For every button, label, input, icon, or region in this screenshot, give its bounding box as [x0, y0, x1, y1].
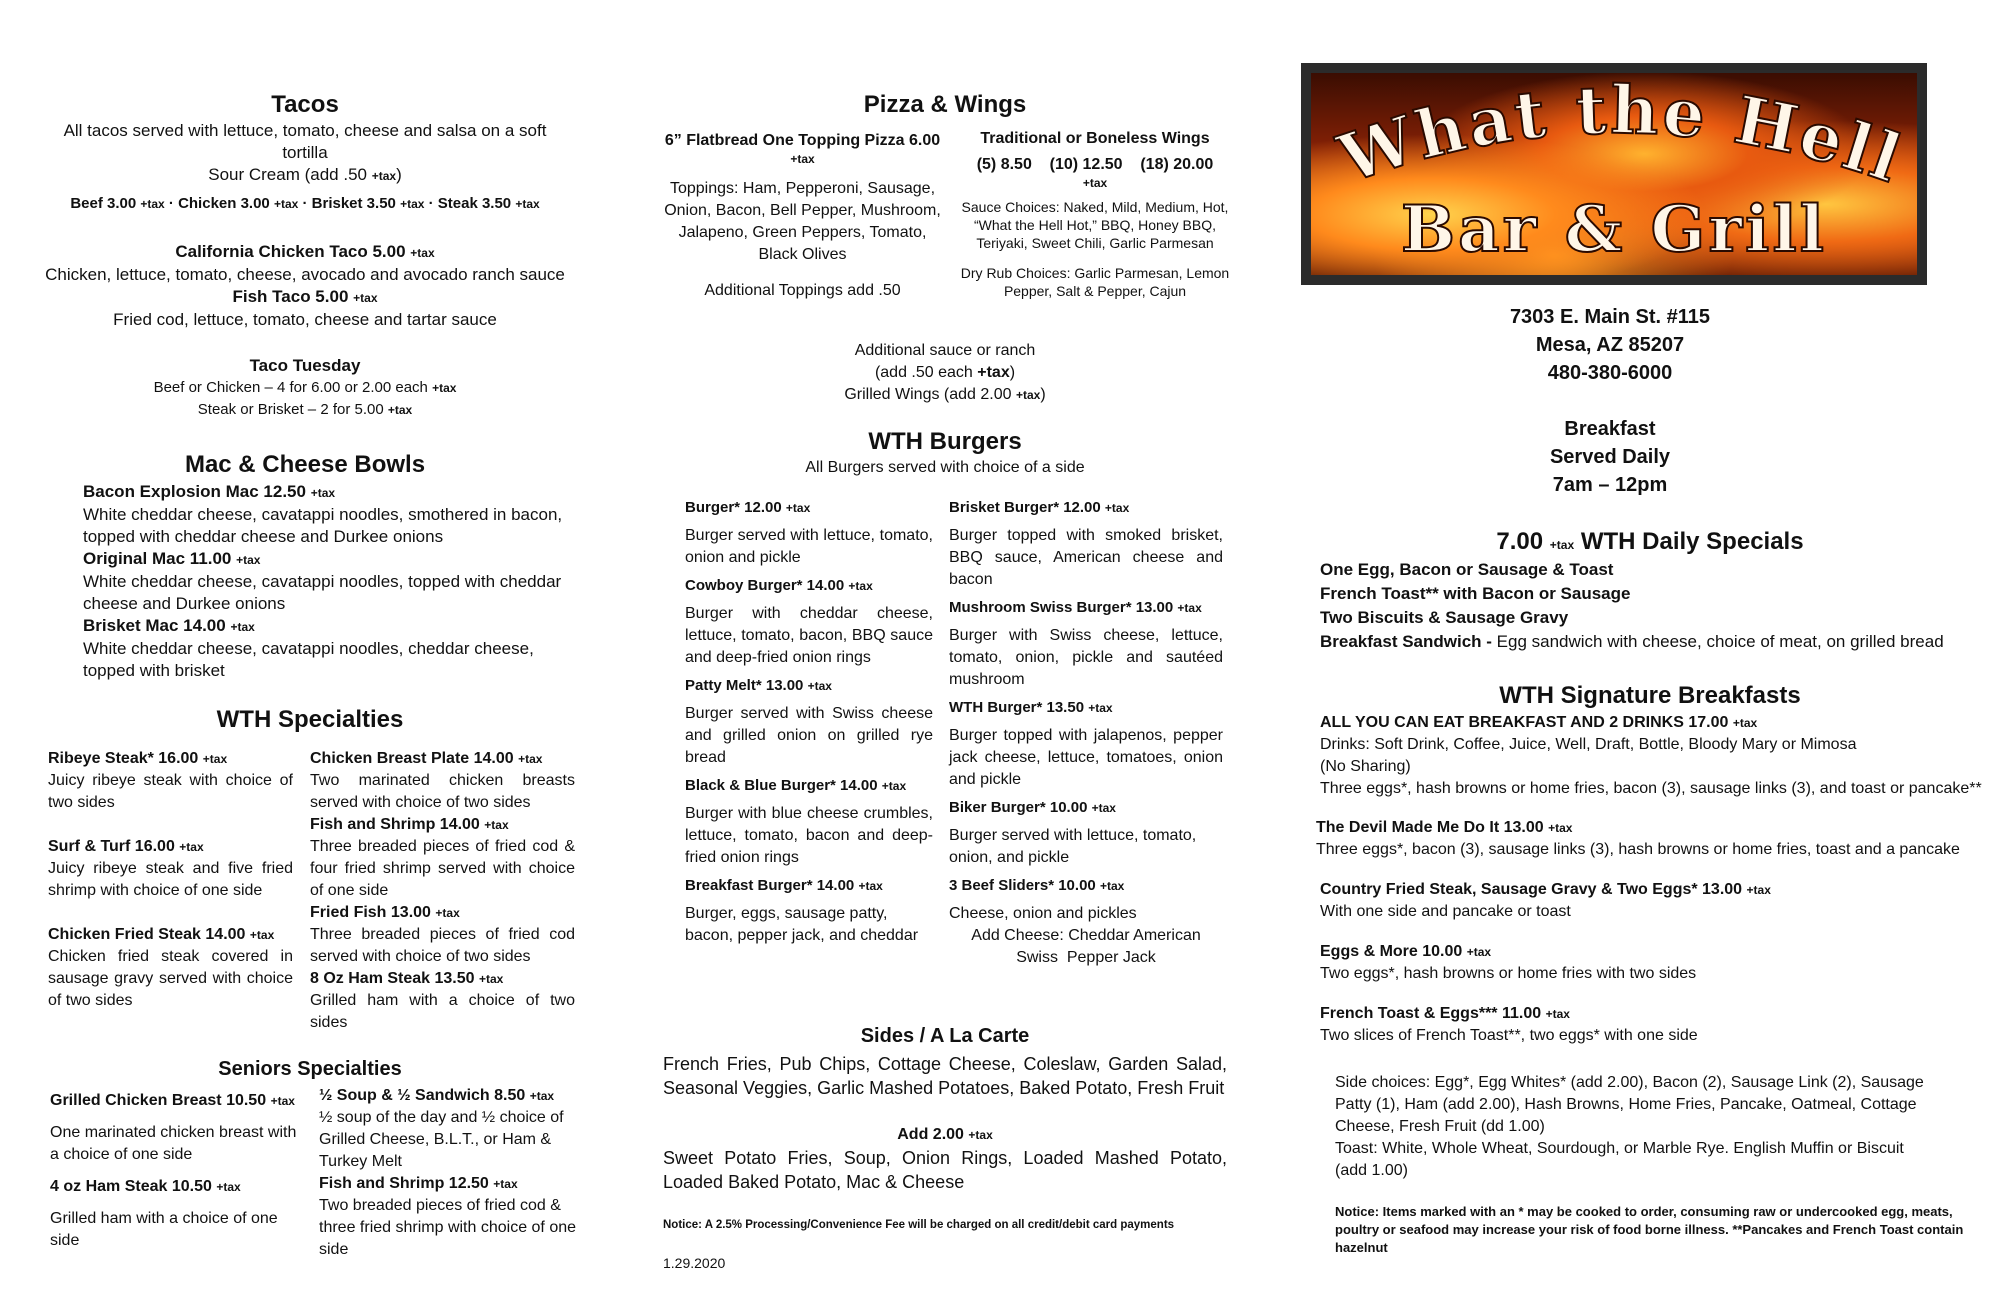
specialty-item: Chicken Fried Steak 14.00 +tax Chicken fried steak covered in sausage gravy served with choice of two sides	[48, 926, 293, 1009]
breakfast-hours: Breakfast Served Daily 7am – 12pm	[1549, 418, 1671, 496]
phone: 480-380-6000	[1547, 362, 1673, 384]
left-column	[40, 0, 620, 1294]
tacos-title: Tacos	[271, 91, 339, 118]
burger-item: Biker Burger* 10.00 +tax Burger served with lettuce, tomato, onion, and pickle	[949, 799, 1197, 866]
specialties-right	[310, 748, 575, 1034]
taco-prices: Beef 3.00 +tax · Chicken 3.00 +tax · Brisket 3.50 +tax · Steak 3.50 +tax	[70, 195, 540, 212]
signature-item: French Toast & Eggs*** 11.00 +tax Two slices of French Toast**, two eggs* with one side	[1320, 1005, 1698, 1044]
mac-item: Original Mac 11.00 +tax White cheddar cheese, cavatappi noodles, topped with cheddar cheese and Durkee onions	[83, 549, 562, 613]
daily-item: Two Biscuits & Sausage Gravy	[1320, 608, 1569, 627]
burger-item: 3 Beef Sliders* 10.00 +tax Cheese, onion and pickles Add Cheese: Cheddar American Swiss Pepper Jack	[949, 877, 1201, 966]
specialty-item: Surf & Turf 16.00 +tax Juicy ribeye steak and five fried shrimp with choice of one side	[48, 838, 293, 899]
burger-item: Brisket Burger* 12.00 +tax Burger topped with smoked brisket, BBQ sauce, American cheese and bacon	[949, 499, 1223, 588]
senior-item: Fish and Shrimp 12.50 +tax Two breaded pieces of fried cod & three fried shrimp with choice of one side	[319, 1175, 577, 1258]
pizza-title: Pizza & Wings	[863, 91, 1027, 118]
senior-item: 4 oz Ham Steak 10.50 +tax Grilled ham with a choice of one side	[50, 1178, 278, 1249]
menu-date: 1.29.2020	[663, 1255, 726, 1271]
signature-item: The Devil Made Me Do It 13.00 +tax Three eggs*, bacon (3), sausage links (3), hash browns or home fries, toast and a pancake	[1316, 819, 1960, 858]
side-choices: Side choices: Egg*, Egg Whites* (add 2.00), Bacon (2), Sausage Link (2), Sausage Patty (1), Ham (add 2.00), Hash Browns, Home Fries, Pancake, Oatmeal, Cottage Cheese, Fresh Fruit (dd 1.00) Toast: White, Whole Wheat, Sourdough, or Marble Rye. English Muffin or Biscuit (add 1.00)	[1335, 1074, 1924, 1179]
daily-item: One Egg, Bacon or Sausage & Toast	[1320, 560, 1614, 579]
burgers-right	[949, 497, 1223, 969]
burger-item: Breakfast Burger* 14.00 +tax Burger, eggs, sausage patty, bacon, pepper jack, and cheddar	[685, 877, 919, 944]
ayce: ALL YOU CAN EAT BREAKFAST AND 2 DRINKS 17.00 +tax Drinks: Soft Drink, Coffee, Juice, Well, Draft, Bottle, Bloody Mary or Mimosa (No Sharing) Three eggs*, hash browns or home fries, bacon (3), sausage links (3), and toast or pancake**	[1320, 714, 1982, 797]
daily-specials-list	[1320, 558, 2000, 654]
tacos-intro: All tacos served with lettuce, tomato, cheese and salsa on a soft tortilla Sour Cream (add .50 +tax)	[63, 121, 547, 184]
sides-list: French Fries, Pub Chips, Cottage Cheese, Coleslaw, Garden Salad, Seasonal Veggies, Garlic Mashed Potatoes, Baked Potato, Fresh Fruit	[663, 1054, 1227, 1098]
sides-add-title: Add 2.00 +tax	[897, 1126, 993, 1143]
burger-item: Patty Melt* 13.00 +tax Burger served with Swiss cheese and grilled onion on grilled rye bread	[685, 677, 933, 766]
address-line-1: 7303 E. Main St. #115	[1509, 306, 1711, 328]
seniors-title: Seniors Specialties	[218, 1058, 402, 1080]
specialty-item: Fried Fish 13.00 +tax Three breaded pieces of fried cod served with choice of two sides	[310, 904, 575, 965]
signature-item: Eggs & More 10.00 +tax Two eggs*, hash browns or home fries with two sides	[1320, 943, 1697, 982]
address-line-2: Mesa, AZ 85207	[1535, 334, 1685, 356]
daily-item: Breakfast Sandwich - Egg sandwich with cheese, choice of meat, on grilled bread	[1320, 632, 1944, 651]
sides-title: Sides / A La Carte	[860, 1025, 1030, 1047]
specialty-item: Fish and Shrimp 14.00 +tax Three breaded pieces of fried cod & four fried shrimp served with choice of one side	[310, 816, 575, 899]
mac-item: Bacon Explosion Mac 12.50 +tax White cheddar cheese, cavatappi noodles, smothered in bacon, topped with cheddar cheese and Durkee onions	[83, 482, 563, 546]
flatbread: 6” Flatbread One Topping Pizza 6.00 +tax Toppings: Ham, Pepperoni, Sausage, Onion, Bacon, Bell Pepper, Mushroom, Jalapeno, Green Peppers, Tomato, Black Olives Additional Toppings add .50	[664, 132, 941, 299]
burgers-title: WTH Burgers	[868, 428, 1022, 455]
signature-list	[1316, 817, 2000, 1047]
additional-sauce: Additional sauce or ranch (add .50 each +tax) Grilled Wings (add 2.00 +tax)	[844, 342, 1046, 403]
food-notice: Notice: Items marked with an * may be cooked to order, consuming raw or undercooked egg, meats, poultry or seafood may increase your risk of food borne illness. **Pancakes and French Toast contain hazelnut	[1335, 1204, 1964, 1255]
specialty-item: 8 Oz Ham Steak 13.50 +tax Grilled ham with a choice of two sides	[310, 970, 575, 1031]
daily-specials-title: 7.00 +tax WTH Daily Specials	[1496, 528, 1804, 555]
mac-title: Mac & Cheese Bowls	[184, 451, 426, 478]
logo-line2: Bar & Grill	[1401, 192, 1827, 267]
wings: Traditional or Boneless Wings (5) 8.50 (10) 12.50 (18) 20.00 +tax Sauce Choices: Naked, Mild, Medium, Hot, “What the Hell Hot,” BBQ, Honey BBQ, Teriyaki, Sweet Chili, Garlic Parmesan Dry Rub Choices: Garlic Parmesan, Lemon Pepper, Salt & Pepper, Cajun	[960, 130, 1230, 299]
middle-column	[660, 0, 1240, 1294]
signature-item: Country Fried Steak, Sausage Gravy & Two Eggs* 13.00 +tax With one side and pancake or toast	[1320, 881, 1771, 920]
burgers-subtitle: All Burgers served with choice of a side	[805, 459, 1085, 476]
specialties-title: WTH Specialties	[216, 706, 404, 733]
sides-add-list: Sweet Potato Fries, Soup, Onion Rings, Loaded Mashed Potato, Loaded Baked Potato, Mac & Cheese	[663, 1148, 1227, 1192]
burger-item: Cowboy Burger* 14.00 +tax Burger with cheddar cheese, lettuce, tomato, bacon, BBQ sauce and deep-fried onion rings	[685, 577, 933, 666]
burger-item: Burger* 12.00 +tax Burger served with lettuce, tomato, onion and pickle	[685, 499, 933, 566]
mac-item: Brisket Mac 14.00 +tax White cheddar cheese, cavatappi noodles, cheddar cheese, topped with brisket	[83, 616, 534, 680]
seniors-left	[50, 1090, 300, 1252]
mac-list	[83, 481, 583, 682]
specialties-left	[48, 748, 293, 1012]
taco-tuesday: Taco Tuesday Beef or Chicken – 4 for 6.00 or 2.00 each +tax Steak or Brisket – 2 for 5.00 +tax	[153, 356, 457, 418]
burger-item: WTH Burger* 13.50 +tax Burger topped with jalapenos, pepper jack cheese, lettuce, tomatoes, onion and pickle	[949, 699, 1223, 788]
burger-item: Mushroom Swiss Burger* 13.00 +tax Burger with Swiss cheese, lettuce, tomato, onion, pickle and sautéed mushroom	[949, 599, 1223, 688]
california-taco: California Chicken Taco 5.00 +tax Chicken, lettuce, tomato, cheese, avocado and avocado ranch sauce Fish Taco 5.00 +tax Fried cod, lettuce, tomato, cheese and tartar sauce	[45, 242, 565, 329]
daily-item: French Toast** with Bacon or Sausage	[1320, 584, 1631, 603]
specialty-item: Chicken Breast Plate 14.00 +tax Two marinated chicken breasts served with choice of two sides	[310, 750, 575, 811]
senior-item: ½ Soup & ½ Sandwich 8.50 +tax ½ soup of the day and ½ choice of Grilled Cheese, B.L.T., or Ham & Turkey Melt	[319, 1087, 564, 1170]
senior-item: Grilled Chicken Breast 10.50 +tax One marinated chicken breast with a choice of one side	[50, 1092, 297, 1163]
specialty-item: Ribeye Steak* 16.00 +tax Juicy ribeye steak with choice of two sides	[48, 750, 293, 811]
fee-notice: Notice: A 2.5% Processing/Convenience Fee will be charged on all credit/debit card payments	[663, 1219, 1175, 1231]
signature-title: WTH Signature Breakfasts	[1499, 682, 1801, 709]
contact-info	[1300, 303, 1920, 387]
burgers-left	[685, 497, 933, 947]
logo-line1: What the Hell	[1329, 73, 1913, 199]
right-column	[1300, 0, 2000, 1294]
burger-item: Black & Blue Burger* 14.00 +tax Burger with blue cheese crumbles, lettuce, tomato, bacon and deep-fried onion rings	[685, 777, 933, 866]
seniors-right	[319, 1085, 584, 1261]
